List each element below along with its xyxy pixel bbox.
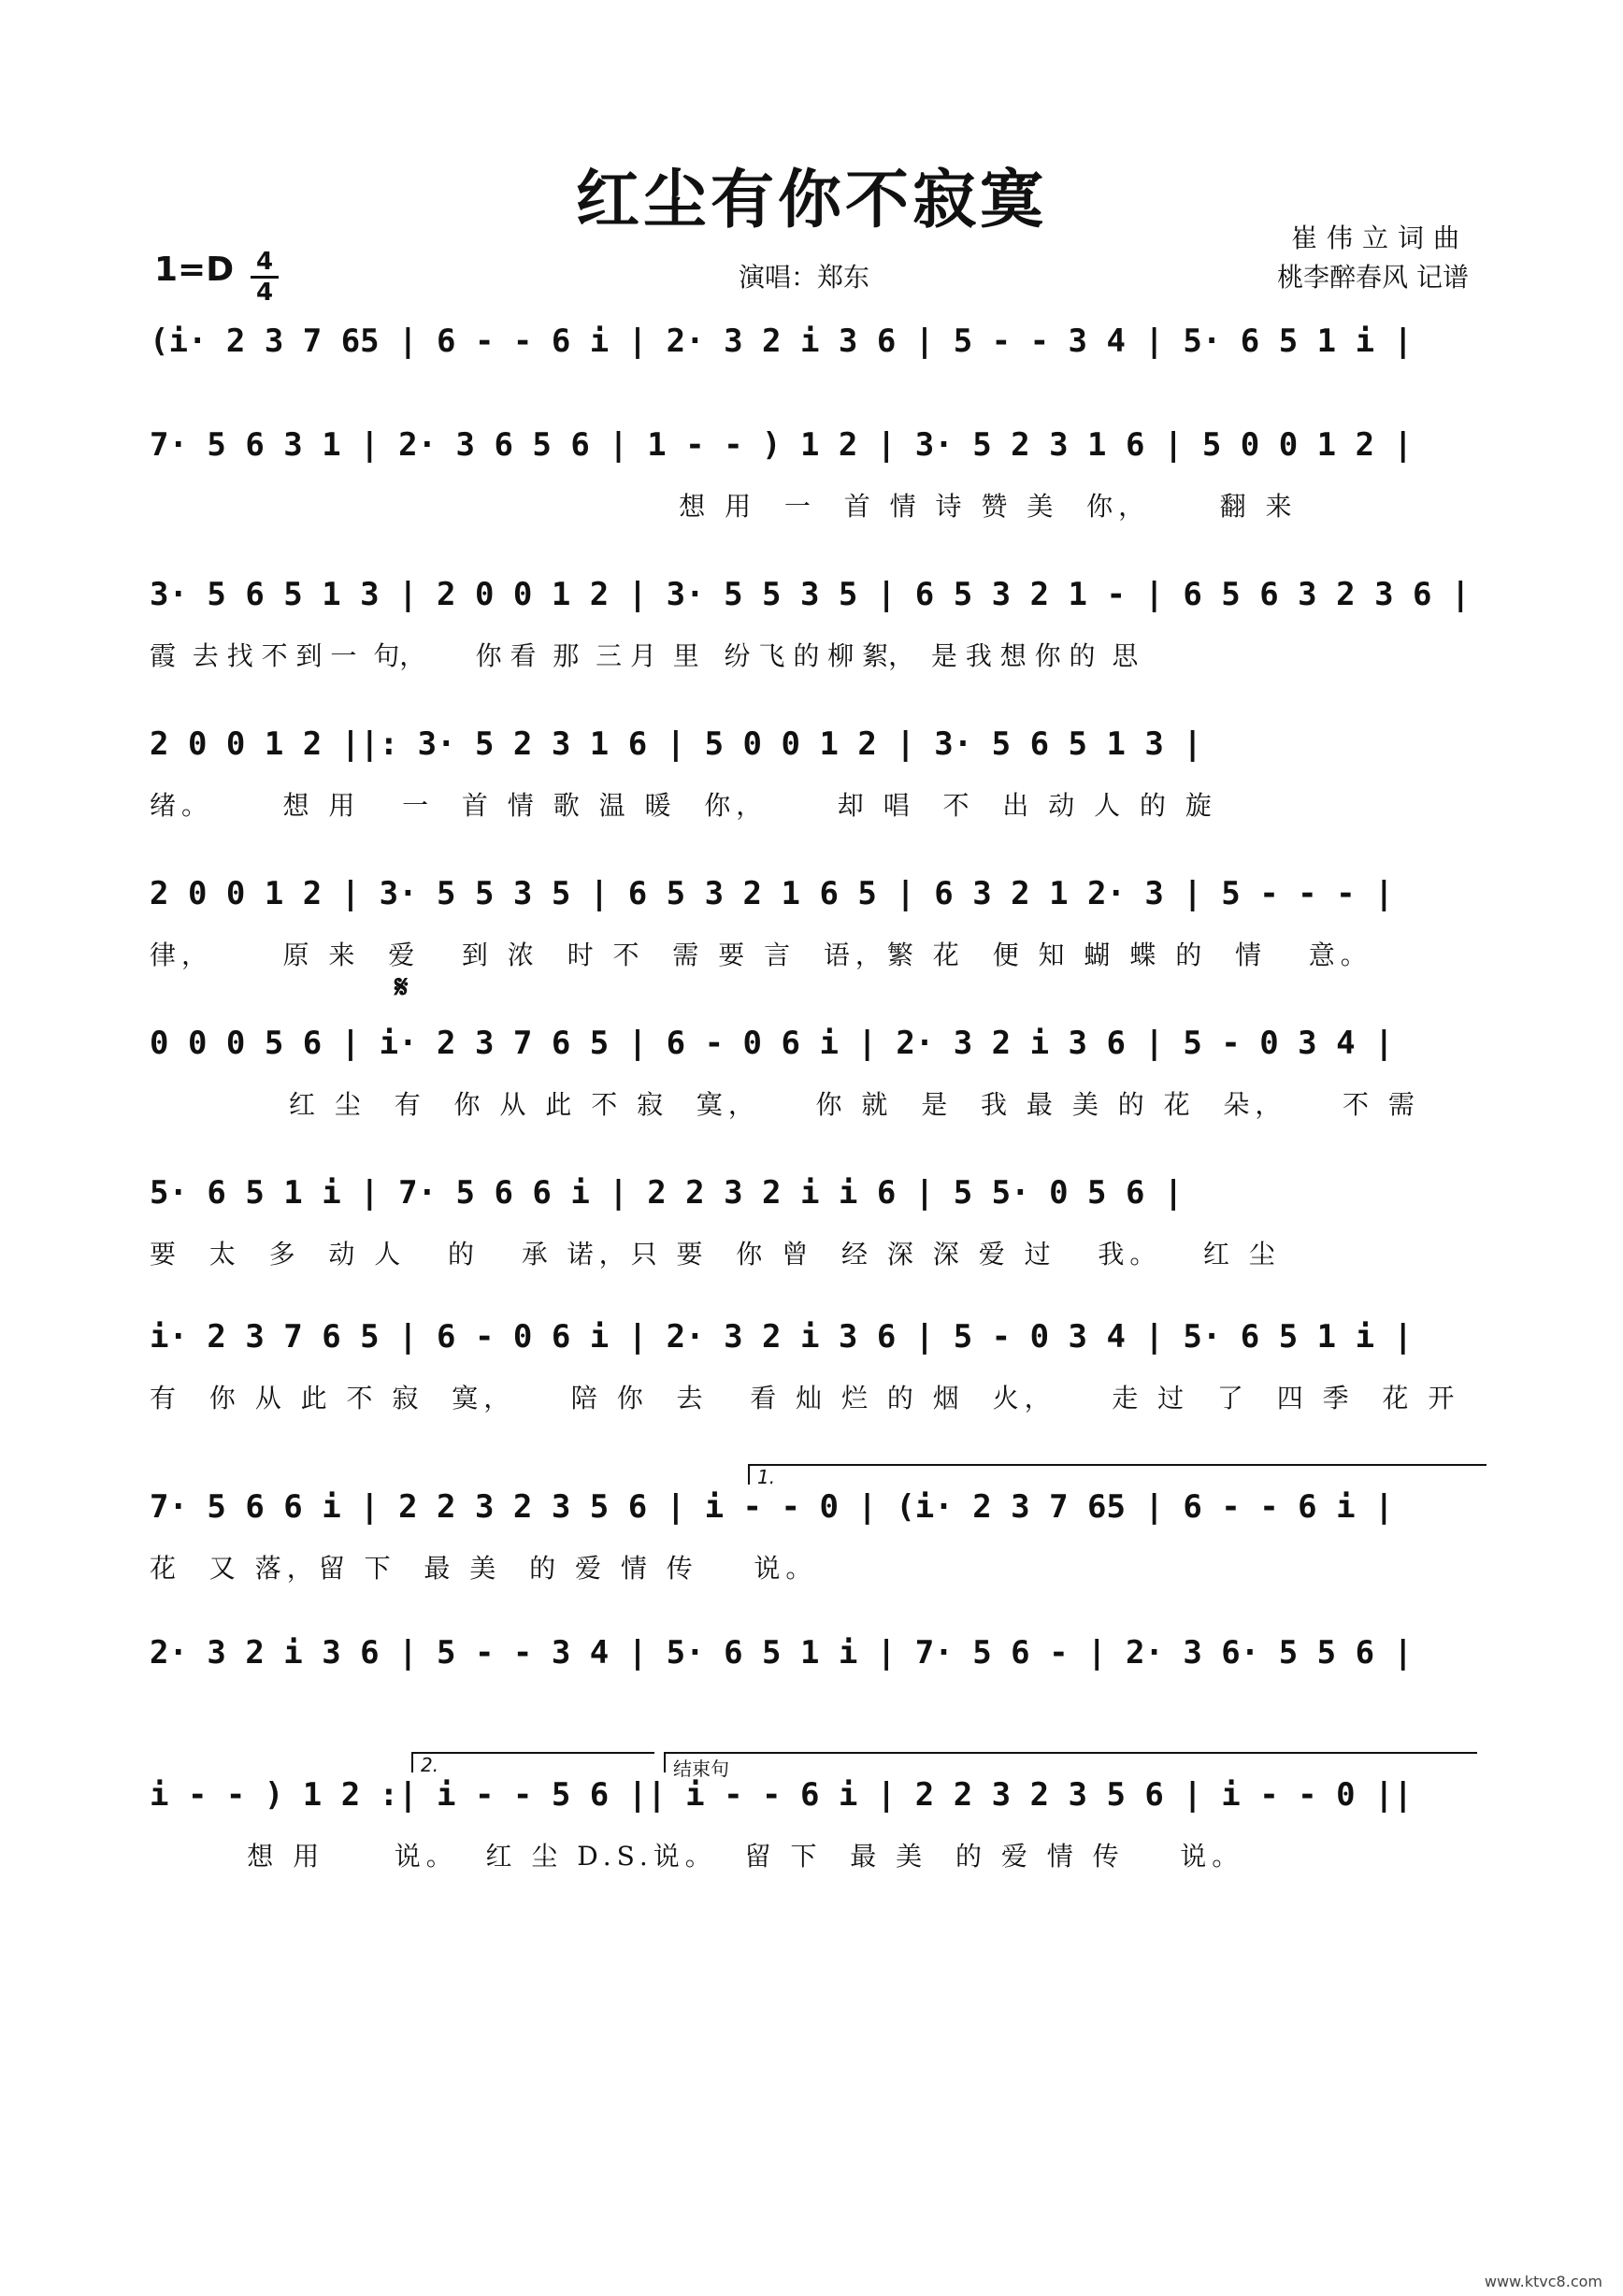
- score-system: [150, 725, 1477, 823]
- notation-line: 0 0 0 5 6 | i· 2 3 7 6 5 | 6 - 0 6 i | 2· 3 2 i 3 6 | 5 - 0 3 4 |: [150, 1025, 1394, 1062]
- volta-first-ending: 1.: [748, 1464, 1487, 1485]
- notation-line: 5· 6 5 1 i | 7· 5 6 6 i | 2 2 3 2 i i 6 | 5 5· 0 5 6 |: [150, 1174, 1184, 1212]
- lyrics-line: 想 用 说。 红 尘 D.S.说。 留 下 最 美 的 爱 情 传 说。: [150, 1841, 1244, 1872]
- notation-line: 7· 5 6 3 1 | 2· 3 6 5 6 | 1 - - ) 1 2 | 3· 5 2 3 1 6 | 5 0 0 1 2 |: [150, 426, 1414, 464]
- song-title: 红尘有你不寂寞: [575, 163, 1047, 237]
- site-watermark: www.ktvc8.com: [1484, 2273, 1602, 2290]
- coda-label: 结束句: [664, 1752, 1477, 1772]
- score-system: [150, 426, 1477, 524]
- notation-line: 3· 5 6 5 1 3 | 2 0 0 1 2 | 3· 5 5 3 5 | 6 5 3 2 1 - | 6 5 6 3 2 3 6 |: [150, 576, 1471, 613]
- lyrics-line: 红 尘 有 你 从 此 不 寂 寞， 你 就 是 我 最 美 的 花 朵， 不 需: [150, 1089, 1420, 1120]
- lyrics-line: 霞 去 找 不 到 一 句， 你 看 那 三 月 里 纷 飞 的 柳 絮， 是 我 想 你 的 思: [150, 640, 1139, 671]
- score-system: [150, 969, 1477, 1122]
- lyrics-line: 想 用 一 首 情 诗 赞 美 你， 翻 来: [150, 491, 1298, 522]
- score-system: [150, 875, 1477, 972]
- notation-line: 7· 5 6 6 i | 2 2 3 2 3 5 6 | i - - 0 | (i· 2 3 7 65 | 6 - - 6 i |: [150, 1488, 1394, 1526]
- key-signature: 1=D: [154, 251, 235, 289]
- segno-sign: 𝄋: [395, 969, 409, 1006]
- lyrics-line: 绪。 想 用 一 首 情 歌 温 暖 你， 却 唱 不 出 动 人 的 旋: [150, 790, 1217, 821]
- notation-line: 2 0 0 1 2 | 3· 5 5 3 5 | 6 5 3 2 1 6 5 | 6 3 2 1 2· 3 | 5 - - - |: [150, 875, 1394, 912]
- score-system: [150, 1466, 1477, 1586]
- composer-credit: 崔伟立词曲: [1290, 222, 1469, 253]
- score-system: [150, 576, 1477, 673]
- volta-second-ending: 2.: [411, 1752, 654, 1772]
- notation-line: i - - ) 1 2 :| i - - 5 6 || i - - 6 i | 2 2 3 2 3 5 6 | i - - 0 ||: [150, 1776, 1414, 1814]
- score-system: [150, 1318, 1477, 1415]
- lyrics-line: [150, 1694, 1477, 1731]
- lyrics-line: 要 太 多 动 人 的 承 诺，只 要 你 曾 经 深 深 爱 过 我。 红 尘: [150, 1239, 1281, 1270]
- time-signature-bottom: 4: [255, 279, 274, 307]
- score-system: [150, 323, 1477, 420]
- lyrics-line: 花 又 落，留 下 最 美 的 爱 情 传 说。: [150, 1553, 818, 1584]
- time-signature: [251, 249, 279, 306]
- transcriber-credit: 桃李醉春风 记谱: [1277, 262, 1469, 293]
- time-signature-top: 4: [255, 248, 274, 276]
- score-system: [150, 1174, 1477, 1271]
- notation-line: 2· 3 2 i 3 6 | 5 - - 3 4 | 5· 6 5 1 i | 7· 5 6 - | 2· 3 6· 5 5 6 |: [150, 1634, 1414, 1672]
- notation-line: 2 0 0 1 2 ||: 3· 5 2 3 1 6 | 5 0 0 1 2 | 3· 5 6 5 1 3 |: [150, 725, 1202, 763]
- notation-line: i· 2 3 7 6 5 | 6 - 0 6 i | 2· 3 2 i 3 6 | 5 - 0 3 4 | 5· 6 5 1 i |: [150, 1318, 1414, 1356]
- lyrics-line: 律， 原 来 爱 到 浓 时 不 需 要 言 语，繁 花 便 知 蝴 蝶 的 情 意。: [150, 940, 1372, 970]
- singer-credit: 演唱：郑东: [739, 262, 870, 293]
- lyrics-line: [150, 382, 1477, 420]
- score-system: [150, 1634, 1477, 1731]
- lyrics-line: 有 你 从 此 不 寂 寞， 陪 你 去 看 灿 烂 的 烟 火， 走 过 了 四 季 花 开: [150, 1383, 1460, 1413]
- notation-line: (i· 2 3 7 65 | 6 - - 6 i | 2· 3 2 i 3 6 | 5 - - 3 4 | 5· 6 5 1 i |: [150, 323, 1414, 360]
- score-system: [150, 1754, 1477, 1873]
